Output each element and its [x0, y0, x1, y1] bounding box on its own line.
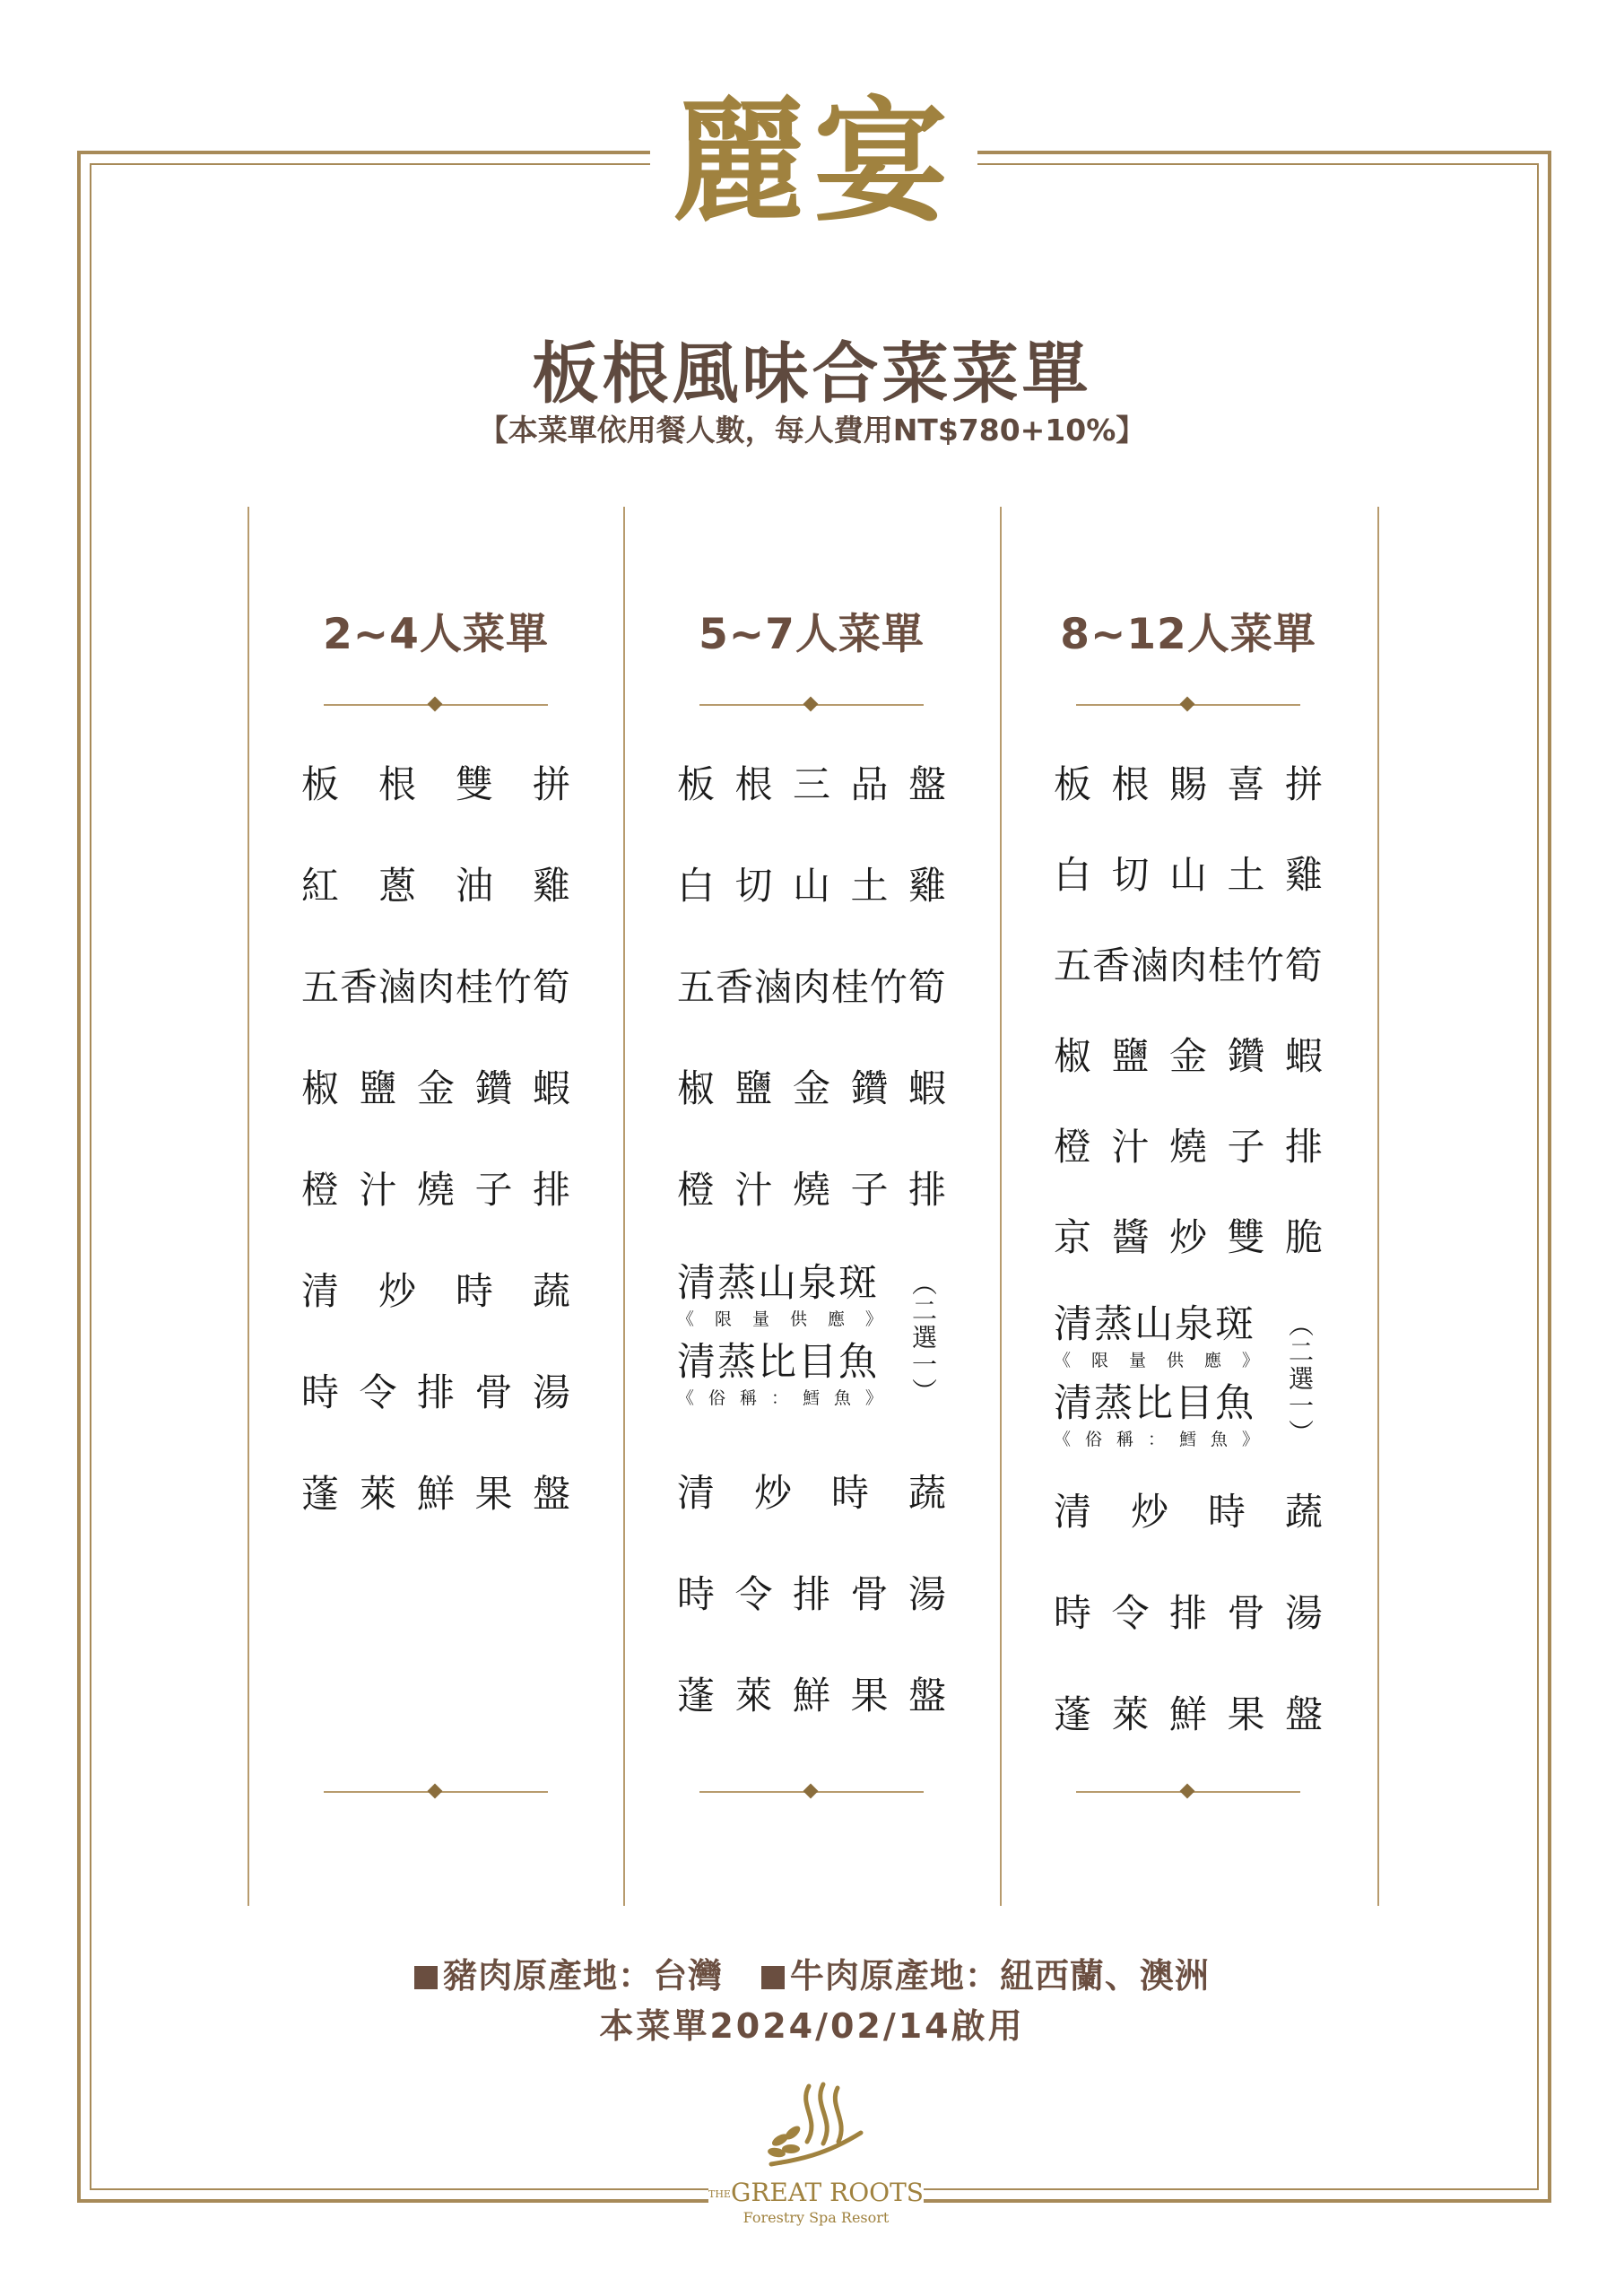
choice-option — [1054, 1373, 1305, 1450]
dish-char: 清 — [301, 1269, 340, 1313]
dish-char: 盤 — [1284, 1692, 1323, 1736]
dish-char: 京 — [1054, 1215, 1092, 1259]
dish-char: 喜 — [1227, 762, 1265, 806]
dish-item — [1054, 1118, 1323, 1171]
column-heading: 2~4人菜單 — [323, 610, 549, 659]
dish-char: 蔬 — [532, 1269, 570, 1313]
dish-char: 雞 — [532, 864, 570, 908]
beef-origin: 牛肉原產地：紐西蘭、澳洲 — [789, 1956, 1210, 1996]
dish-char: 根 — [734, 762, 773, 806]
choice-option-name: 清蒸比目魚 — [1054, 1381, 1255, 1426]
choice-option-name: 清蒸山泉斑 — [677, 1261, 879, 1306]
ornament-divider — [324, 704, 548, 706]
choice-group — [677, 1253, 1000, 1432]
dish-char: 金 — [1168, 1034, 1207, 1078]
dish-char: 蔥 — [378, 864, 416, 908]
dish-char: 紅 — [301, 864, 340, 908]
dish-char: 切 — [1111, 853, 1150, 897]
column-heading: 5~7人菜單 — [699, 610, 925, 659]
dish-char: 清 — [1054, 1490, 1092, 1534]
logo-name: GREAT ROOTS — [730, 2178, 924, 2207]
menu-column-2-4 — [248, 507, 624, 1906]
dish-char: 汁 — [734, 1168, 773, 1212]
choice-option — [1054, 1294, 1305, 1371]
dish-char: 椒 — [301, 1066, 340, 1110]
dish-char: 蔬 — [1284, 1490, 1323, 1534]
leaf-logo-icon — [753, 2079, 879, 2173]
dish-char: 萊 — [359, 1472, 397, 1516]
square-bullet-icon — [414, 1966, 438, 1989]
dish-char: 蝦 — [532, 1066, 570, 1110]
dish-item — [677, 1161, 946, 1214]
dish-char: 令 — [734, 1572, 773, 1616]
dish-char: 汁 — [1111, 1125, 1150, 1169]
dish-char: 子 — [850, 1168, 889, 1212]
dish-char: 香 — [715, 965, 753, 1009]
dish-item — [1054, 1027, 1323, 1081]
dish-item — [1054, 755, 1323, 809]
ornament-divider — [1076, 704, 1300, 706]
dish-char: 脆 — [1284, 1215, 1323, 1259]
origin-info — [0, 1948, 1624, 1997]
dish-char: 時 — [301, 1370, 340, 1414]
dish-char: 雞 — [1284, 853, 1323, 897]
dish-char: 金 — [416, 1066, 455, 1110]
dish-char: 橙 — [301, 1168, 340, 1212]
dish-char: 筍 — [908, 965, 946, 1009]
dish-char: 時 — [1207, 1490, 1246, 1534]
dish-char: 鮮 — [1168, 1692, 1207, 1736]
ornament-divider — [699, 1791, 924, 1793]
dish-char: 板 — [677, 762, 716, 806]
dish-char: 山 — [1168, 853, 1207, 897]
dish-char: 桂 — [455, 965, 493, 1009]
dish-char: 盤 — [908, 762, 946, 806]
dish-item — [1054, 1584, 1323, 1638]
pork-origin: 豬肉原產地：台灣 — [443, 1956, 724, 1996]
effective-date: 本菜單2024/02/14啟用 — [599, 2006, 1025, 2046]
dish-item — [677, 958, 946, 1012]
dish-char: 湯 — [908, 1572, 946, 1616]
logo-the: THE — [708, 2188, 731, 2200]
dish-char: 滷 — [378, 965, 416, 1009]
dish-char: 萊 — [734, 1674, 773, 1718]
dish-item — [677, 755, 946, 809]
dish-char: 令 — [1111, 1591, 1150, 1635]
dish-char: 竹 — [869, 965, 908, 1009]
dish-char: 山 — [792, 864, 830, 908]
dish-char: 白 — [677, 864, 716, 908]
dish-item — [301, 958, 570, 1012]
dish-char: 香 — [1091, 944, 1130, 987]
dish-item — [677, 1666, 946, 1720]
dish-char: 果 — [474, 1472, 513, 1516]
dish-char: 根 — [1111, 762, 1150, 806]
dish-char: 時 — [677, 1572, 716, 1616]
dish-char: 清 — [677, 1471, 716, 1515]
dish-char: 拼 — [532, 762, 570, 806]
dish-char: 蓬 — [677, 1674, 716, 1718]
choice-group — [1054, 1294, 1376, 1474]
dish-char: 令 — [359, 1370, 397, 1414]
dish-char: 板 — [1054, 762, 1092, 806]
dish-char: 切 — [734, 864, 773, 908]
dish-char: 根 — [378, 762, 416, 806]
choice-option-note: 《 限 量 供 應 》 — [1054, 1351, 1260, 1370]
dish-item — [301, 1363, 570, 1417]
dish-char: 燒 — [416, 1168, 455, 1212]
dish-char: 肉 — [1168, 944, 1207, 987]
dish-char: 鑽 — [850, 1066, 889, 1110]
dish-item — [1054, 1208, 1323, 1262]
brand-title-area — [650, 72, 977, 251]
logo-tagline: Forestry Spa Resort — [743, 2209, 890, 2226]
dish-char: 時 — [830, 1471, 869, 1515]
dish-char: 橙 — [1054, 1125, 1092, 1169]
dish-char: 雙 — [455, 762, 493, 806]
dish-char: 橙 — [677, 1168, 716, 1212]
choose-one-label: ︵ 二 選 一 ︶ — [911, 1269, 937, 1406]
dish-char: 蝦 — [1284, 1034, 1323, 1078]
column-heading: 8~12人菜單 — [1060, 610, 1316, 659]
dish-char: 時 — [1054, 1591, 1092, 1635]
price-note: 【本菜單依用餐人數，每人費用NT$780+10%】 — [478, 413, 1146, 448]
choice-option-note: 《 俗 稱 ： 鱈 魚 》 — [677, 1388, 883, 1408]
dish-char: 排 — [792, 1572, 830, 1616]
dish-char: 賜 — [1168, 762, 1207, 806]
dish-char: 肉 — [792, 965, 830, 1009]
dish-char: 子 — [1227, 1125, 1265, 1169]
dish-char: 油 — [455, 864, 493, 908]
choice-option-name: 清蒸比目魚 — [677, 1340, 879, 1385]
dish-char: 盤 — [908, 1674, 946, 1718]
dish-char: 雞 — [908, 864, 946, 908]
dish-char: 五 — [301, 965, 340, 1009]
dish-item — [301, 1059, 570, 1113]
dish-char: 炒 — [753, 1471, 792, 1515]
dish-char: 湯 — [1284, 1591, 1323, 1635]
dish-char: 肉 — [416, 965, 455, 1009]
dish-char: 筍 — [532, 965, 570, 1009]
dish-char: 蓬 — [301, 1472, 340, 1516]
dish-char: 雙 — [1227, 1215, 1265, 1259]
brand-title: 麗宴 — [672, 83, 956, 240]
dish-item — [677, 1059, 946, 1113]
dish-char: 果 — [1227, 1692, 1265, 1736]
dish-char: 品 — [850, 762, 889, 806]
dish-char: 椒 — [1054, 1034, 1092, 1078]
dish-char: 桂 — [1207, 944, 1246, 987]
dish-char: 三 — [792, 762, 830, 806]
dish-char: 汁 — [359, 1168, 397, 1212]
dish-char: 排 — [908, 1168, 946, 1212]
choice-option-note: 《 限 量 供 應 》 — [677, 1309, 883, 1329]
menu-column-8-12 — [1000, 507, 1376, 1906]
dish-char: 燒 — [792, 1168, 830, 1212]
dish-char: 排 — [1168, 1591, 1207, 1635]
dish-char: 炒 — [1168, 1215, 1207, 1259]
choice-option — [677, 1253, 928, 1330]
dish-char: 竹 — [493, 965, 532, 1009]
dish-char: 白 — [1054, 853, 1092, 897]
dish-char: 盤 — [532, 1472, 570, 1516]
dish-item — [1054, 1483, 1323, 1536]
dish-char: 椒 — [677, 1066, 716, 1110]
dish-char: 土 — [850, 864, 889, 908]
dish-char: 果 — [850, 1674, 889, 1718]
dish-char: 骨 — [850, 1572, 889, 1616]
dish-char: 金 — [792, 1066, 830, 1110]
dish-char: 鮮 — [416, 1472, 455, 1516]
dish-char: 骨 — [474, 1370, 513, 1414]
dish-char: 滷 — [1130, 944, 1168, 987]
ornament-divider — [324, 1791, 548, 1793]
ornament-divider — [699, 704, 924, 706]
dish-char: 竹 — [1246, 944, 1284, 987]
choice-option — [677, 1332, 928, 1409]
dish-char: 鮮 — [792, 1674, 830, 1718]
dish-char: 時 — [455, 1269, 493, 1313]
dish-char: 鑽 — [1227, 1034, 1265, 1078]
logo-wordmark — [699, 2178, 933, 2207]
dish-item — [677, 857, 946, 910]
dish-char: 萊 — [1111, 1692, 1150, 1736]
dish-char: 炒 — [378, 1269, 416, 1313]
choice-option-note: 《 俗 稱 ： 鱈 魚 》 — [1054, 1430, 1260, 1449]
dish-char: 鹽 — [1111, 1034, 1150, 1078]
dish-item — [301, 857, 570, 910]
dish-item — [1054, 846, 1323, 900]
ornament-divider — [1076, 1791, 1300, 1793]
dish-char: 蓬 — [1054, 1692, 1092, 1736]
dish-char: 鹽 — [734, 1066, 773, 1110]
dish-char: 土 — [1227, 853, 1265, 897]
dish-char: 排 — [532, 1168, 570, 1212]
menu-column-5-7 — [623, 507, 1000, 1906]
dish-char: 鹽 — [359, 1066, 397, 1110]
dish-char: 排 — [416, 1370, 455, 1414]
great-roots-logo — [699, 2079, 933, 2231]
dish-char: 筍 — [1284, 944, 1323, 987]
dish-item — [677, 1565, 946, 1619]
choice-option-name: 清蒸山泉斑 — [1054, 1302, 1255, 1347]
dish-char: 湯 — [532, 1370, 570, 1414]
menu-title: 板根風味合菜菜單 — [532, 335, 1092, 413]
dish-char: 排 — [1284, 1125, 1323, 1169]
choose-one-label: ︵ 二 選 一 ︶ — [1288, 1310, 1314, 1448]
dish-char: 板 — [301, 762, 340, 806]
dish-char: 炒 — [1130, 1490, 1168, 1534]
dish-item — [1054, 1685, 1323, 1739]
dish-char: 醬 — [1111, 1215, 1150, 1259]
dish-char: 五 — [677, 965, 716, 1009]
dish-char: 蔬 — [908, 1471, 946, 1515]
dish-char: 拼 — [1284, 762, 1323, 806]
dish-char: 蝦 — [908, 1066, 946, 1110]
dish-item — [301, 1465, 570, 1518]
square-bullet-icon — [761, 1966, 785, 1989]
dish-item — [301, 1262, 570, 1316]
dish-char: 五 — [1054, 944, 1092, 987]
dish-char: 滷 — [753, 965, 792, 1009]
dish-item — [677, 1464, 946, 1518]
dish-item — [301, 755, 570, 809]
column-divider-line — [1377, 507, 1379, 1906]
dish-char: 鑽 — [474, 1066, 513, 1110]
dish-item — [301, 1161, 570, 1214]
dish-char: 子 — [474, 1168, 513, 1212]
dish-char: 香 — [339, 965, 378, 1009]
dish-char: 燒 — [1168, 1125, 1207, 1169]
dish-item — [1054, 936, 1323, 990]
dish-char: 骨 — [1227, 1591, 1265, 1635]
dish-char: 桂 — [830, 965, 869, 1009]
